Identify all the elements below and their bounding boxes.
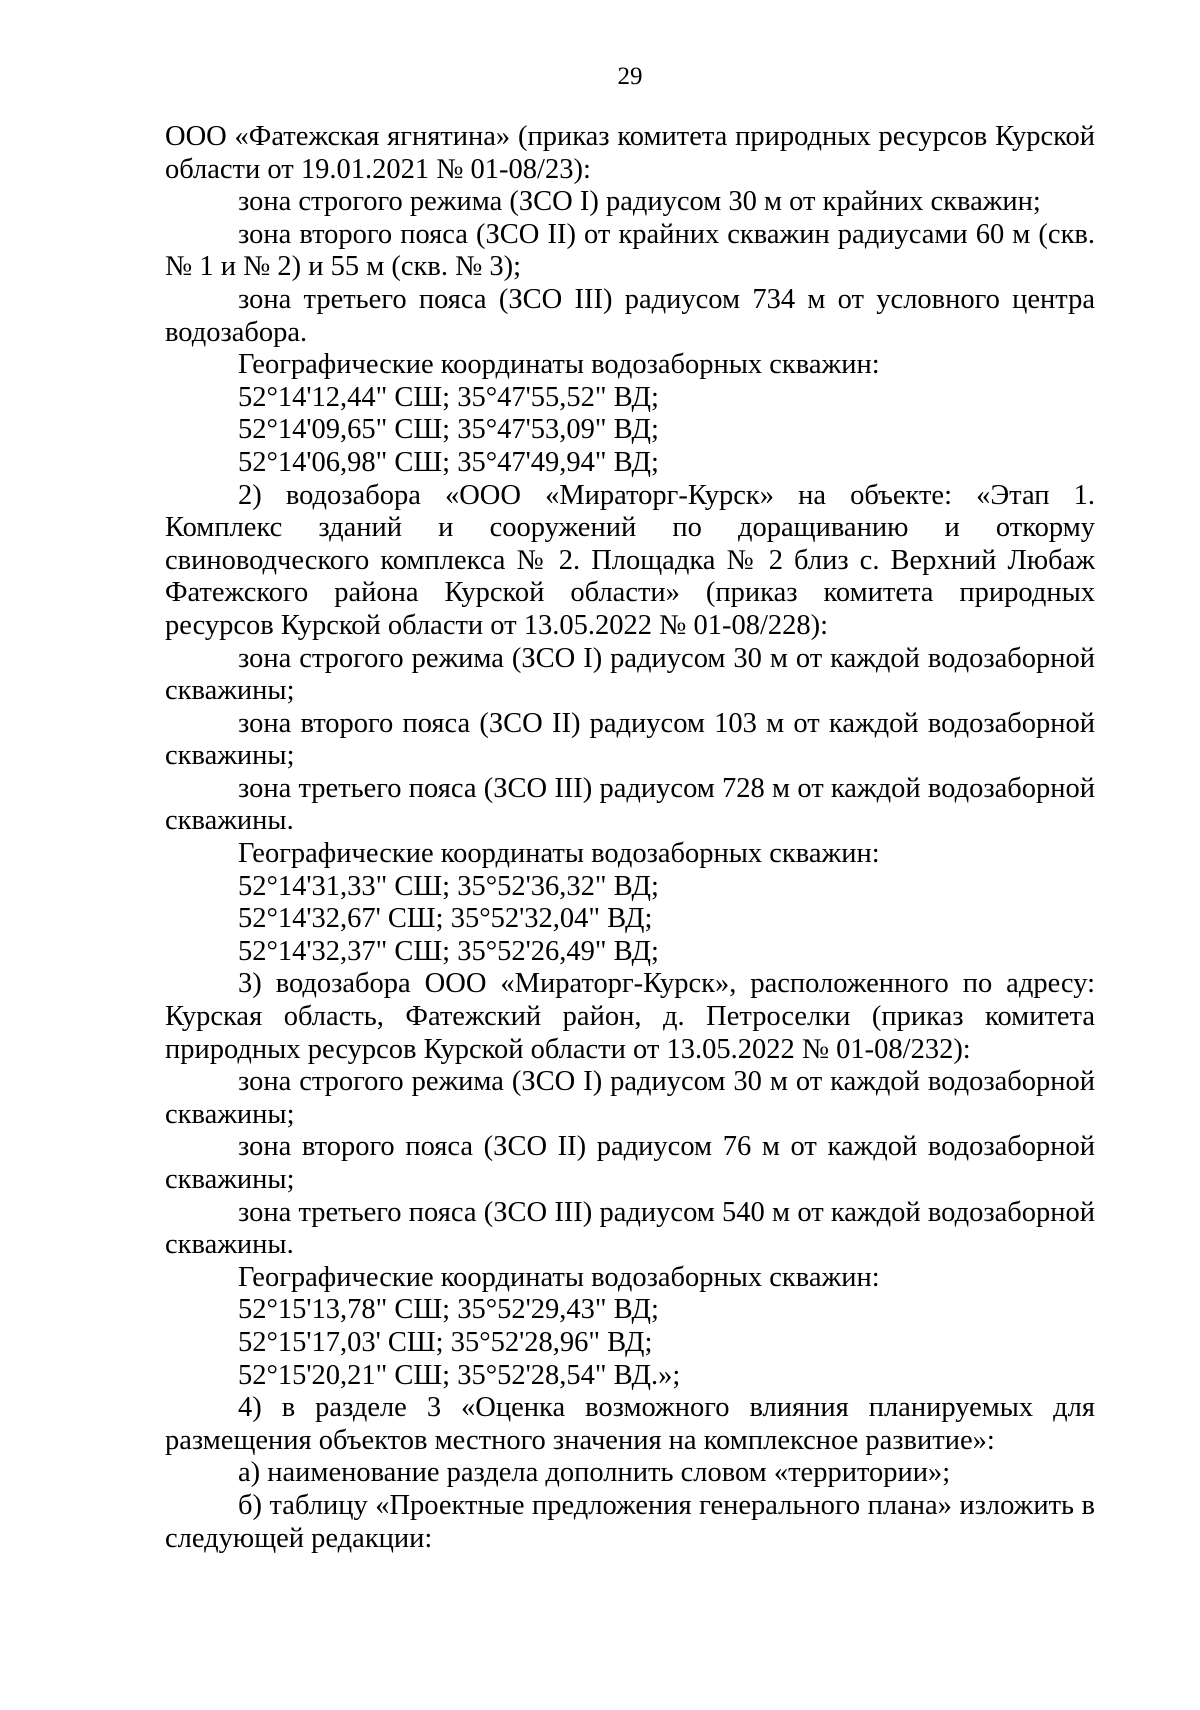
paragraph: 52°15'13,78" СШ; 35°52'29,43" ВД; [238,1294,659,1326]
paragraph: Географические координаты водозаборных скважин: [238,838,880,870]
document-body [165,121,1095,1555]
paragraph: зона второго пояса (ЗСО II) радиусом 103 м от каждой водозаборной скважины; [165,707,1095,772]
paragraph: а) наименование раздела дополнить словом «территории»; [238,1457,951,1489]
paragraph: 52°14'06,98" СШ; 35°47'49,94" ВД; [238,446,659,478]
paragraph: зона второго пояса (ЗСО II) радиусом 76 м от каждой водозаборной скважины; [165,1131,1095,1195]
paragraph: зона третьего пояса (ЗСО III) радиусом 540 м от каждой водозаборной скважины. [165,1196,1095,1261]
page-number: 29 [617,63,643,90]
paragraph: 52°14'12,44" СШ; 35°47'55,52" ВД; [238,381,659,413]
paragraph: 4) в разделе 3 «Оценка возможного влияния планируемых для размещения объектов местного значения на комплексное развитие»: [165,1392,1095,1456]
paragraph: 52°15'17,03' СШ; 35°52'28,96" ВД; [238,1326,653,1358]
paragraph: 3) водозабора ООО «Мираторг-Курск», расположенного по адресу: Курская область, Фатежский район, д. Петроселки (приказ комитета природных ресурсов Курской области от 13.05.2022 № 01-08/232): [165,968,1095,1065]
paragraph: Географические координаты водозаборных скважин: [238,349,880,381]
paragraph: ООО «Фатежская ягнятина» (приказ комитета природных ресурсов Курской области от 19.01.2021 № 01-08/23): [165,121,1095,185]
paragraph: Географические координаты водозаборных скважин: [238,1261,880,1293]
paragraph: 52°14'32,37" СШ; 35°52'26,49" ВД; [238,935,659,967]
paragraph: 52°15'20,21" СШ; 35°52'28,54" ВД.»; [238,1359,681,1391]
paragraph: 52°14'32,67' СШ; 35°52'32,04" ВД; [238,903,653,935]
paragraph: 2) водозабора «ООО «Мираторг-Курск» на объекте: «Этап 1. Комплекс зданий и сооружений по доращиванию и откорму свиноводческого комплекса № 2. Площадка № 2 близ с. Верхний Любаж Фатежского района Курской области» (приказ комитета природных ресурсов Курской области от 13.05.2022 № 01-08/228): [165,479,1095,641]
paragraph: 52°14'31,33" СШ; 35°52'36,32" ВД; [238,870,659,902]
paragraph: зона третьего пояса (ЗСО III) радиусом 734 м от условного центра водозабора. [165,283,1095,348]
paragraph: зона строгого режима (ЗСО I) радиусом 30 м от каждой водозаборной скважины; [165,642,1095,707]
paragraph: зона второго пояса (ЗСО II) от крайних скважин радиусами 60 м (скв. № 1 и № 2) и 55 м (скв. № 3); [165,218,1095,283]
paragraph: б) таблицу «Проектные предложения генерального плана» изложить в следующей редакции: [165,1489,1095,1554]
paragraph: зона третьего пояса (ЗСО III) радиусом 728 м от каждой водозаборной скважины. [165,772,1095,837]
paragraph: зона строгого режима (ЗСО I) радиусом 30 м от крайних скважин; [238,186,1041,218]
paragraph: 52°14'09,65" СШ; 35°47'53,09" ВД; [238,414,659,446]
paragraph: зона строгого режима (ЗСО I) радиусом 30 м от каждой водозаборной скважины; [165,1066,1095,1130]
